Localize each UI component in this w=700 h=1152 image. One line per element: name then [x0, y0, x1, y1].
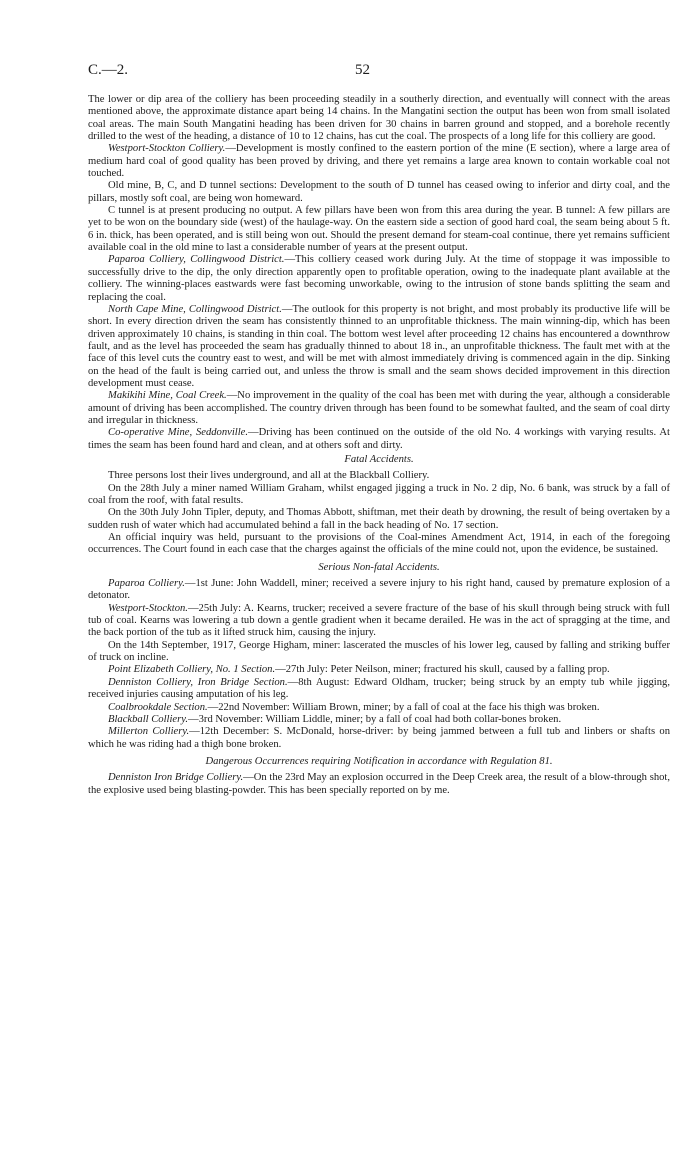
paragraph: On the 30th July John Tipler, deputy, and Thomas Abbott, shiftman, met their death by drowning, the result of being overtaken by a sudden rush of water which had accumulated behind a fall in the back heading of No. 17 section. — [88, 507, 670, 531]
paragraph: Denniston Iron Bridge Colliery.—On the 23rd May an explosion occurred in the Deep Creek area, the result of a blow-through shot, the explosive used being blasting-powder. This has been specially reported on by me. — [88, 772, 670, 796]
paragraph: The lower or dip area of the colliery has been proceeding steadily in a southerly direction, and eventually will connect with the areas mentioned above, the approximate distance apart being 14 chains. In the Mangatini section the output has been won from small isolated coal areas. The main South Mangatini heading has been driven for 30 chains in barren ground and stopped, and a borehole recently drilled to the west of the heading, a distance of 10 to 12 chains, has cut the coal. The prospects of a long life for this colliery are good. — [88, 94, 670, 143]
paragraph: C tunnel is at present producing no output. A few pillars have been won from this area during the year. B tunnel: A few pillars are yet to be won on the boundary side (west) of the haulage-way. On the eastern side a section of good hard coal, the seam being about 5 ft. 6 in. thick, has been operated, and is still being won out. Should the present demand for steam-coal continue, there yet remains sufficient available coal in the old mine to last a considerable number of years at the present output. — [88, 205, 670, 254]
section-heading-fatal-accidents: Fatal Accidents. — [344, 453, 414, 465]
page-number: 52 — [355, 62, 370, 78]
paragraph: Coalbrookdale Section.—22nd November: William Brown, miner; by a fall of coal at the face his thigh was broken. — [108, 701, 600, 713]
paragraph: Co-operative Mine, Seddonville.—Driving has been continued on the outside of the old No. 4 workings with varying results. At times the seam has been found hard and clean, and at others soft and dirty. — [88, 427, 670, 451]
paragraph: Old mine, B, C, and D tunnel sections: Development to the south of D tunnel has ceased owing to inferior and dirty coal, and the pillars, mostly soft coal, are being won homeward. — [88, 180, 670, 204]
paragraph: On the 14th September, 1917, George Higham, miner: lascerated the muscles of his lower leg, caused by falling and striking buffer of truck on incline. — [88, 639, 670, 664]
paragraph: Blackball Colliery.—3rd November: William Liddle, miner; by a fall of coal had both collar-bones broken. — [108, 713, 562, 725]
paragraph: Denniston Colliery, Iron Bridge Section.—8th August: Edward Oldham, trucker; being struck by an empty tub while jigging, received injuries causing amputation of his leg. — [88, 676, 670, 701]
paragraph: Three persons lost their lives underground, and all at the Blackball Colliery. — [108, 470, 430, 482]
section-heading-serious-accidents: Serious Non-fatal Accidents. — [318, 561, 440, 573]
section-heading-dangerous-occurrences: Dangerous Occurrences requiring Notification in accordance with Regulation 81. — [205, 755, 553, 767]
paragraph: Paparoa Colliery.—1st June: John Waddell, miner; received a severe injury to his right hand, caused by premature explosion of a detonator. — [88, 578, 671, 602]
dangerous-occurrences-section — [88, 772, 670, 797]
serious-accidents-section — [88, 578, 670, 751]
paragraph: Paparoa Colliery, Collingwood District.—This colliery ceased work during July. At the time of stoppage it was impossible to successfully drive to the dip, the only direction apparently open to profitable operation, owing to the inadequate plant available at the colliery. The winning-places eastwards were fast becoming unworkable, owing to the intrusion of stone bands splitting the seam and replacing the coal. — [88, 254, 670, 303]
paragraph: An official inquiry was held, pursuant to the provisions of the Coal-mines Amendment Act, 1914, in each of the foregoing occurrences. The Court found in each case that the charges against the officials of the mine could not, upon the evidence, be sustained. — [88, 532, 670, 556]
paragraph: Westport-Stockton.—25th July: A. Kearns, trucker; received a severe fracture of the base of his skull through being struck with full tub of coal. Kearns was lowering a tub down a gentle gradient when it became derailed. He was in the act of spragging at the time, and the back portion of the tub as it lifted struck him, causing the injury. — [88, 602, 670, 639]
paragraph: North Cape Mine, Collingwood District.—The outlook for this property is not bright, and most probably its productive life will be short. In every direction driven the seam has consistently thinned to an unprofitable thickness. The main winning-dip, which has been driven approximately 10 chains, is standing in thin coal. The bottom west level after proceeding 12 chains has encountered a downthrow fault, and as the level has proceeded the seam has gradually thinned to about 18 in., an unprofitable thickness. The fault met with at the face of this level cuts the country east to west, and will be met with almost immediately driving is commenced again in the dip. Sinking on the head of the fault is being carried out, and unless the throw is small and the seam shows decided improvement in this direction development must cease. — [88, 303, 670, 389]
paragraph: Westport-Stockton Colliery.—Development is mostly confined to the eastern portion of the mine (E section), where a large area of medium hard coal of good quality has been proved by driving, and there yet remains a large area known to contain workable coal not touched. — [88, 143, 670, 180]
document-body — [88, 94, 670, 797]
paragraph: Millerton Colliery.—12th December: S. McDonald, horse-driver: by being jammed between a full tub and linbers or shafts on which he was riding had a thigh bone broken. — [88, 726, 670, 750]
report-code: C.—2. — [88, 62, 129, 78]
colliery-reports — [88, 94, 670, 452]
fatal-accidents-section — [88, 470, 670, 556]
paragraph: Makikihi Mine, Coal Creek.—No improvement in the quality of the coal has been met with during the year, although a considerable amount of driving has been accomplished. The country driven through has been found to be somewhat faulted, and the seam of coal dirty and irregular in thickness. — [88, 390, 670, 426]
paragraph: Point Elizabeth Colliery, No. 1 Section.—27th July: Peter Neilson, miner; fractured his skull, caused by a falling prop. — [108, 664, 610, 676]
paragraph: On the 28th July a miner named William Graham, whilst engaged jigging a truck in No. 2 dip, No. 6 bank, was struck by a fall of coal from the roof, with fatal results. — [88, 482, 670, 506]
